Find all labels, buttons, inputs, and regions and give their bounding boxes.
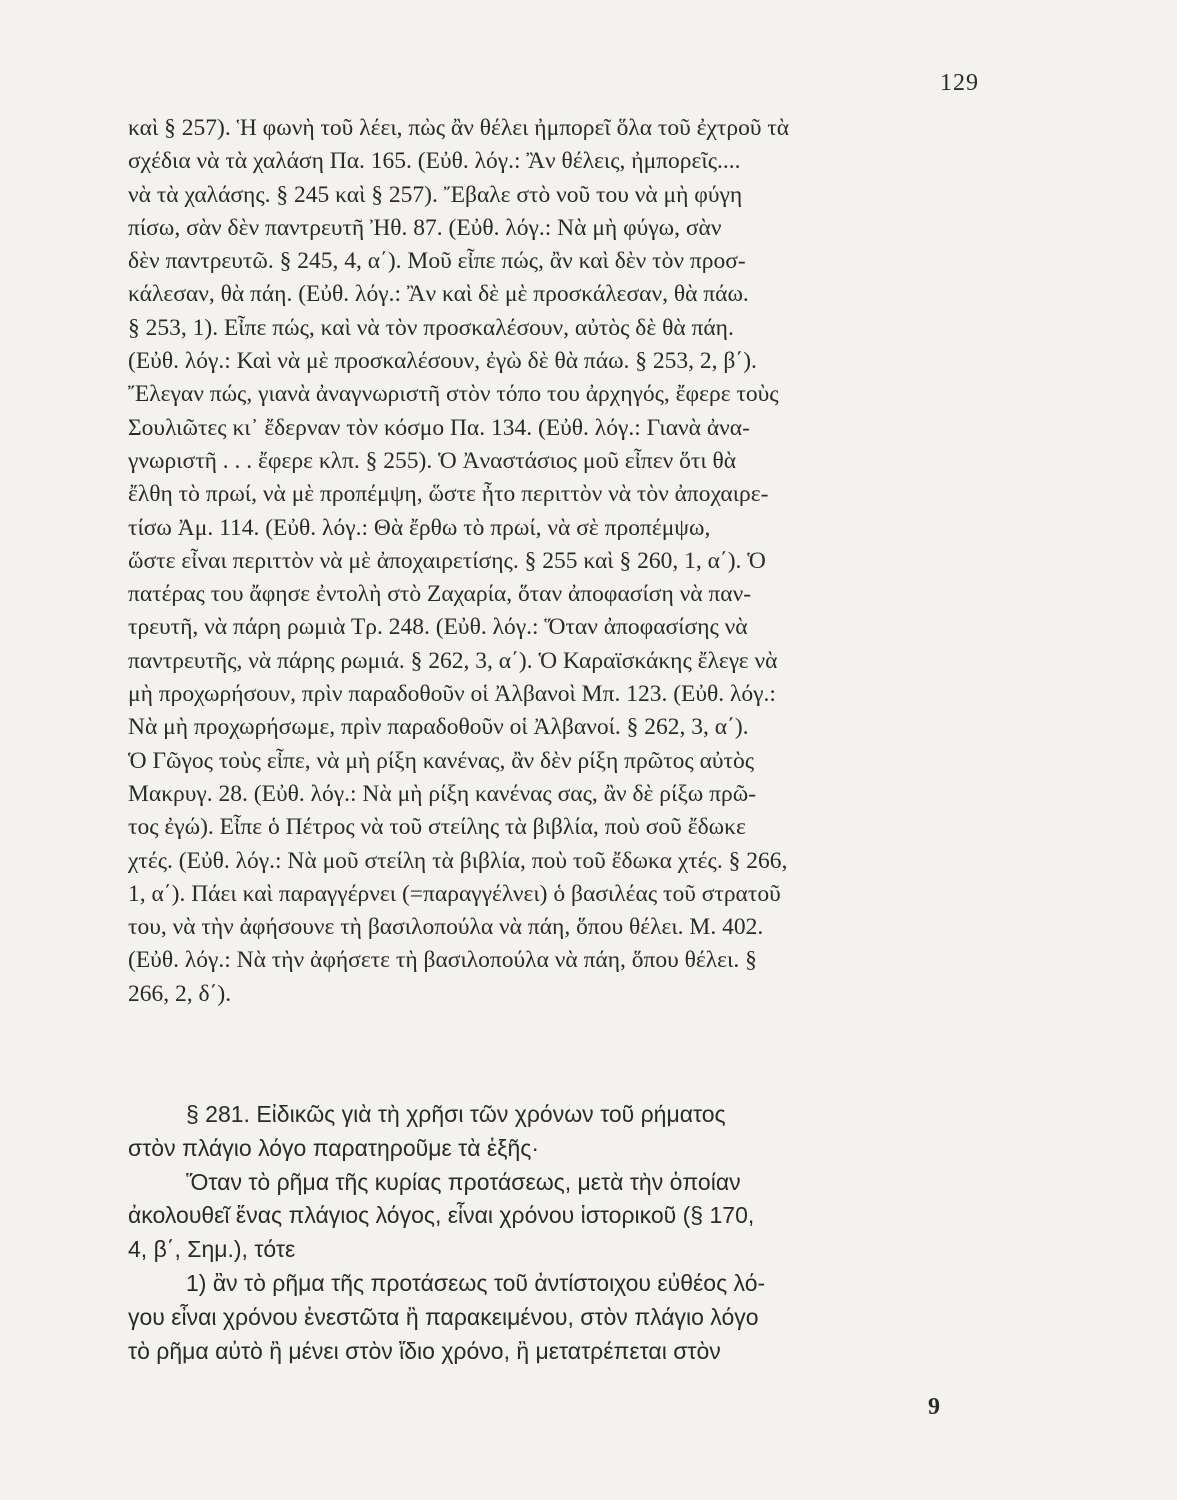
text-line: (Εὐθ. λόγ.: Καὶ νὰ μὲ προσκαλέσουν, ἐγὼ δὲ θὰ πάω. § 253, 2, β΄).: [128, 348, 757, 375]
text-line: 1) ἂν τὸ ρῆμα τῆς προτάσεως τοῦ ἀντίστοιχου εὐθέος λό-: [186, 1269, 766, 1296]
text-line: σχέδια νὰ τὰ χαλάση Πα. 165. (Εὐθ. λόγ.: Ἂν θέλεις, ἠμπορεῖς....: [128, 148, 741, 175]
text-line: Ὁ Γῶγος τοὺς εἶπε, νὰ μὴ ρίξη κανένας, ἂν δὲν ρίξη πρῶτος αὐτὸς: [128, 747, 755, 774]
text-line: 266, 2, δ΄).: [128, 980, 232, 1007]
text-line: ἔλθη τὸ πρωί, νὰ μὲ προπέμψη, ὥστε ἦτο περιττὸν νὰ τὸν ἀποχαιρε-: [128, 481, 769, 508]
text-line: κάλεσαν, θὰ πάη. (Εὐθ. λόγ.: Ἂν καὶ δὲ μὲ προσκάλεσαν, θὰ πάω.: [128, 281, 749, 308]
text-line: πατέρας του ἄφησε ἐντολὴ στὸ Ζαχαρία, ὅταν ἀποφασίση νὰ παν-: [128, 581, 752, 608]
text-line: γνωριστῆ . . . ἔφερε κλπ. § 255). Ὁ Ἀναστάσιος μοῦ εἶπεν ὅτι θὰ: [128, 447, 737, 474]
text-line: Σουλιῶτες κι᾿ ἔδερναν τὸν κόσμο Πα. 134. (Εὐθ. λόγ.: Γιανὰ ἀνα-: [128, 414, 750, 441]
text-line: στὸν πλάγιο λόγο παρατηροῦμε τὰ ἑξῆς·: [128, 1134, 540, 1161]
text-line: μὴ προχωρήσουν, πρὶν παραδοθοῦν οἱ Ἀλβανοὶ Μπ. 123. (Εὐθ. λόγ.:: [128, 681, 776, 708]
text-line: δὲν παντρευτῶ. § 245, 4, α΄). Μοῦ εἶπε πώς, ἂν καὶ δὲν τὸν προσ-: [128, 248, 746, 275]
text-line: 4, β΄, Σημ.), τότε: [128, 1236, 296, 1263]
section-281: [128, 1098, 988, 1368]
text-line: Ἔλεγαν πώς, γιανὰ ἀναγνωριστῆ στὸν τόπο του ἀρχηγός, ἔφερε τοὺς: [128, 381, 779, 408]
examples-paragraph: [128, 112, 988, 1011]
text-line: Μακρυγ. 28. (Εὐθ. λόγ.: Νὰ μὴ ρίξη κανένας σας, ἂν δὲ ρίξω πρῶ-: [128, 780, 757, 807]
text-line: παντρευτῆς, νὰ πάρης ρωμιά. § 262, 3, α΄). Ὁ Καραϊσκάκης ἔλεγε νὰ: [128, 647, 778, 674]
text-line: πίσω, σὰν δὲν παντρευτῆ Ἠθ. 87. (Εὐθ. λόγ.: Νὰ μὴ φύγω, σὰν: [128, 214, 722, 241]
signature-mark: 9: [928, 1394, 940, 1420]
text-line: § 253, 1). Εἶπε πώς, καὶ νὰ τὸν προσκαλέσουν, αὐτὸς δὲ θὰ πάη.: [128, 314, 734, 341]
text-line: (Εὐθ. λόγ.: Νὰ τὴν ἀφήσετε τὴ βασιλοπούλα νὰ πάη, ὅπου θέλει. §: [128, 947, 757, 974]
text-line: τὸ ρῆμα αὐτὸ ἢ μένει στὸν ἴδιο χρόνο, ἢ μετατρέπεται στὸν: [128, 1337, 721, 1364]
text-line: νὰ τὰ χαλάσης. § 245 καὶ § 257). Ἔβαλε στὸ νοῦ του νὰ μὴ φύγη: [128, 181, 743, 208]
page-number: 129: [940, 70, 979, 96]
text-line: ὥστε εἶναι περιττὸν νὰ μὲ ἀποχαιρετίσης. § 255 καὶ § 260, 1, α΄). Ὁ: [128, 547, 766, 574]
text-line: καὶ § 257). Ἡ φωνὴ τοῦ λέει, πὼς ἂν θέλει ἠμπορεῖ ὅλα τοῦ ἐχτροῦ τὰ: [128, 115, 790, 141]
text-line: τος ἐγώ). Εἶπε ὁ Πέτρος νὰ τοῦ στείλης τὰ βιβλία, ποὺ σοῦ ἔδωκε: [128, 814, 746, 841]
text-line: χτές. (Εὐθ. λόγ.: Νὰ μοῦ στείλη τὰ βιβλία, ποὺ τοῦ ἔδωκα χτές. § 266,: [128, 847, 788, 874]
text-line: γου εἶναι χρόνου ἐνεστῶτα ἢ παρακειμένου, στὸν πλάγιο λόγο: [128, 1303, 759, 1330]
text-line: Ὅταν τὸ ρῆμα τῆς κυρίας προτάσεως, μετὰ τὴν ὁποίαν: [186, 1168, 741, 1195]
text-line: τρευτῆ, νὰ πάρη ρωμιὰ Τρ. 248. (Εὐθ. λόγ.: Ὅταν ἀποφασίσης νὰ: [128, 614, 748, 641]
text-line: του, νὰ τὴν ἀφήσουνε τὴ βασιλοπούλα νὰ πάη, ὅπου θέλει. Μ. 402.: [128, 914, 764, 941]
text-line: Νὰ μὴ προχωρήσωμε, πρὶν παραδοθοῦν οἱ Ἀλβανοί. § 262, 3, α΄).: [128, 714, 749, 741]
text-line: τίσω Ἀμ. 114. (Εὐθ. λόγ.: Θὰ ἔρθω τὸ πρωί, νὰ σὲ προπέμψω,: [128, 514, 711, 541]
section-heading-line: § 281. Εἰδικῶς γιὰ τὴ χρῆσι τῶν χρόνων τοῦ ρήματος: [186, 1101, 726, 1127]
text-line: ἀκολουθεῖ ἕνας πλάγιος λόγος, εἶναι χρόνου ἱστορικοῦ (§ 170,: [128, 1202, 755, 1229]
text-line: 1, α΄). Πάει καὶ παραγγέρνει (=παραγγέλνει) ὁ βασιλέας τοῦ στρατοῦ: [128, 880, 781, 907]
